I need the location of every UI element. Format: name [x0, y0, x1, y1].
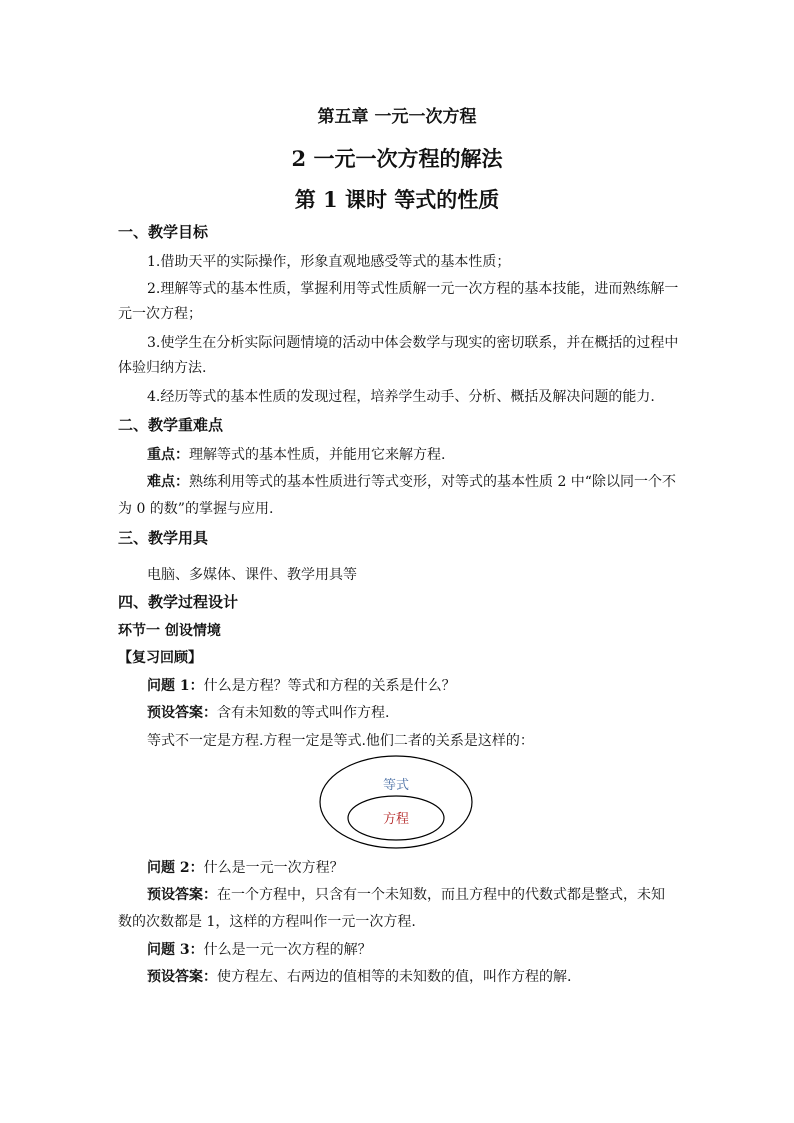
process-heading: 四、教学过程设计 [118, 593, 239, 611]
relation-diagram [318, 754, 474, 850]
question-3-text: 什么是一元一次方程的解？ [203, 942, 372, 958]
question-2 [147, 858, 344, 878]
review-tag: 【复习回顾】 [118, 650, 202, 666]
process-step: 环节一 创设情境 [118, 623, 221, 639]
answer-1 [147, 703, 389, 723]
answer-1-label: 预设答案： [147, 705, 217, 721]
tools-text: 电脑、多媒体、课件、教学用具等 [147, 567, 357, 583]
difficulty-line-cont: 为 0 的数”的掌握与应用. [118, 501, 274, 517]
keypoints-heading: 二、教学重难点 [118, 416, 224, 434]
question-3 [147, 940, 372, 960]
answer-1-text: 含有未知数的等式叫作方程. [217, 705, 390, 721]
focus-label: 重点： [147, 447, 189, 463]
goal-item-3-cont: 体验归纳方法. [118, 360, 207, 376]
answer-2-cont: 数的次数都是 1，这样的方程叫作一元一次方程. [118, 914, 416, 930]
difficulty-label: 难点： [147, 474, 189, 490]
section-title: 2 一元一次方程的解法 [291, 146, 503, 171]
goal-item-4: 4.经历等式的基本性质的发现过程，培养学生动手、分析、概括及解决问题的能力. [147, 389, 655, 405]
outer-ellipse [320, 756, 472, 848]
tools-heading: 三、教学用具 [118, 529, 209, 547]
answer-2 [147, 885, 665, 905]
goal-item-3: 3.使学生在分析实际问题情境的活动中体会数学与现实的密切联系，并在概括的过程中 [147, 335, 679, 351]
question-2-text: 什么是一元一次方程？ [203, 860, 344, 876]
answer-2-text: 在一个方程中，只含有一个未知数，而且方程中的代数式都是整式，未知 [217, 887, 665, 903]
outer-label: 等式 [382, 778, 410, 793]
question-1-label: 问题 1： [147, 678, 204, 694]
goal-item-2: 2.理解等式的基本性质，掌握利用等式性质解一元一次方程的基本技能，进而熟练解一 [147, 281, 679, 297]
answer-3-label: 预设答案： [147, 969, 217, 985]
question-3-label: 问题 3： [147, 942, 204, 958]
goal-item-1: 1.借助天平的实际操作，形象直观地感受等式的基本性质； [147, 254, 511, 270]
question-1-text: 什么是方程？等式和方程的关系是什么？ [203, 678, 456, 694]
chapter-title: 第五章 一元一次方程 [317, 107, 477, 127]
inner-label: 方程 [382, 812, 410, 827]
question-1 [147, 676, 456, 696]
lesson-title: 第 1 课时 等式的性质 [294, 187, 500, 212]
answer-3 [147, 967, 571, 987]
focus-line [147, 445, 445, 465]
goal-item-2-cont: 元一次方程； [118, 306, 202, 322]
difficulty-line [147, 472, 676, 492]
question-2-label: 问题 2： [147, 860, 204, 876]
relation-text: 等式不一定是方程.方程一定是等式.他们二者的关系是这样的： [147, 733, 534, 749]
answer-2-label: 预设答案： [147, 887, 217, 903]
goals-heading: 一、教学目标 [118, 223, 209, 241]
focus-text: 理解等式的基本性质，并能用它来解方程. [189, 447, 446, 463]
answer-3-text: 使方程左、右两边的值相等的未知数的值，叫作方程的解. [217, 969, 572, 985]
difficulty-text: 熟练利用等式的基本性质进行等式变形，对等式的基本性质 2 中“除以同一个不 [189, 474, 676, 490]
